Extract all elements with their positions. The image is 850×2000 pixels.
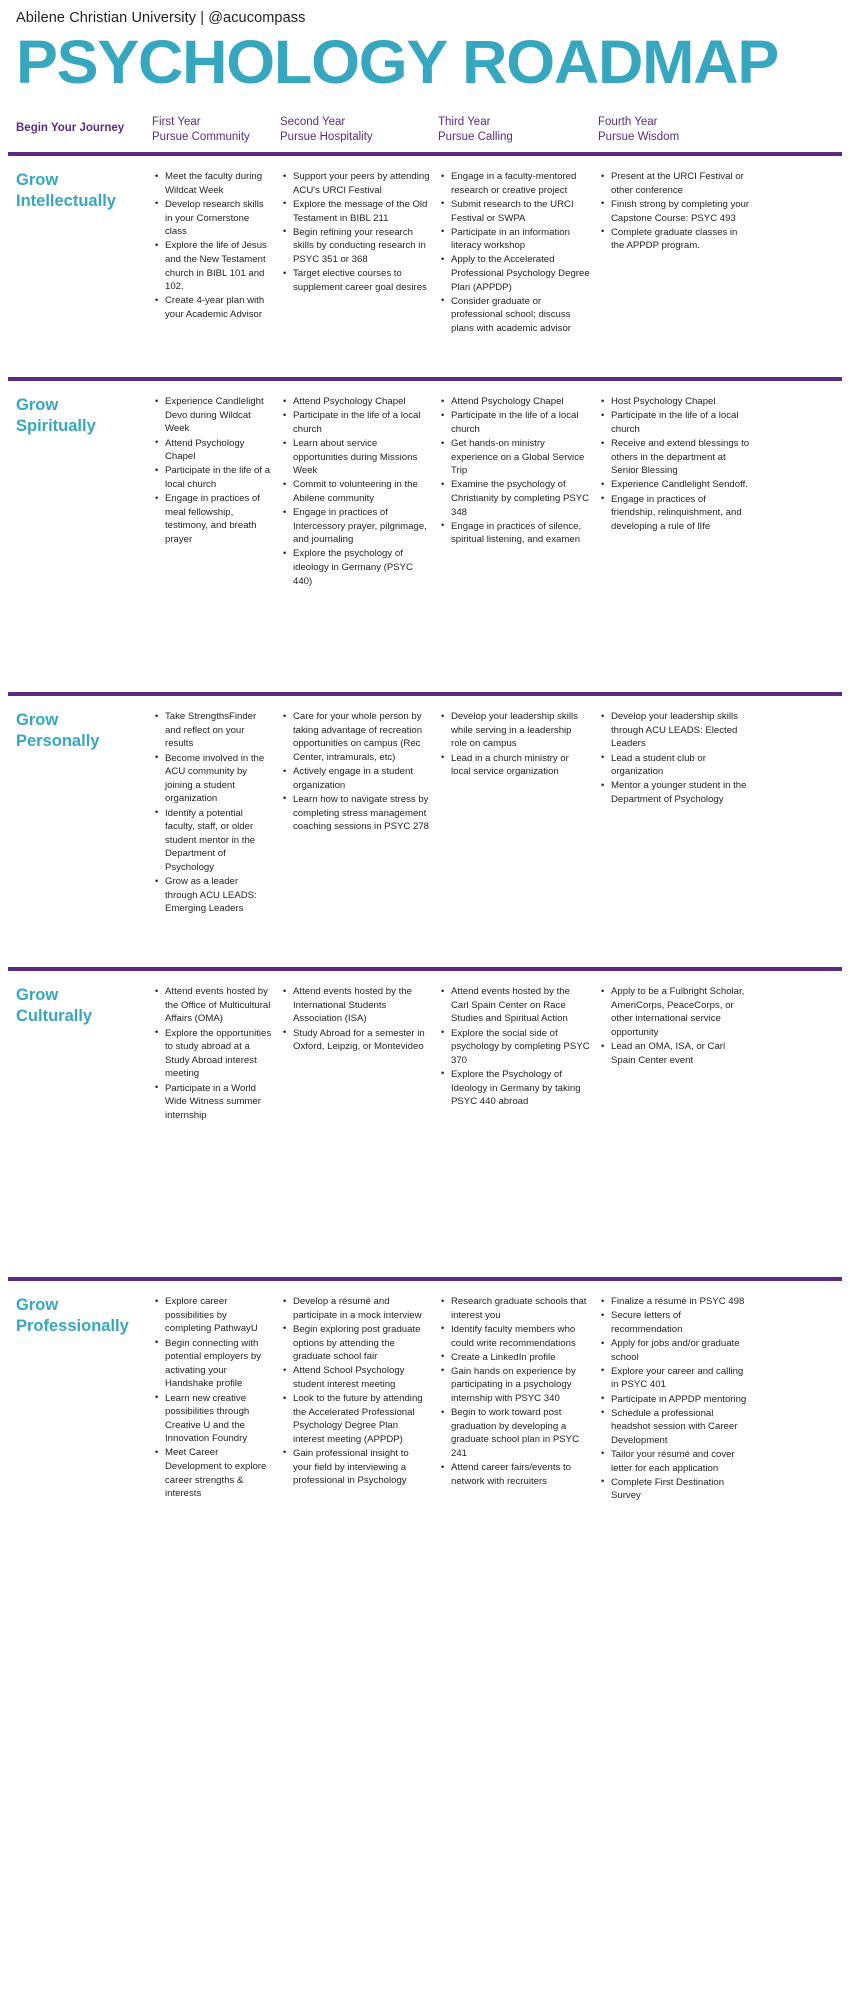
bullet-item: • Take StrengthsFinder and reflect on your results	[165, 710, 272, 751]
bullet-item: • Engage in practices of friendship, relinquishment, and developing a rule of lIfe	[611, 493, 750, 534]
bullet-item: • Begin to work toward post graduation by developing a graduate school plan in PSYC 241	[451, 1406, 590, 1460]
bullet-item: • Gain hands on experience by participating in a psychology internship with PSYC 340	[451, 1365, 590, 1406]
bullet-item: • Complete graduate classes in the APPDP program.	[611, 226, 750, 253]
bullet-item: • Participate in a World Wide Witness summer internship	[165, 1082, 272, 1123]
bullet-item: • Present at the URCI Festival or other conference	[611, 170, 750, 197]
bullet-item: • Mentor a younger student in the Department of Psychology	[611, 779, 750, 806]
bullet-item: • Attend events hosted by the International Students Association (ISA)	[293, 985, 430, 1026]
roadmap-row	[0, 971, 850, 1270]
cell-spiritually-fourth	[598, 395, 758, 534]
cell-professionally-first	[152, 1295, 280, 1501]
bullet-item: • Begin exploring post graduate options by attending the graduate school fair	[293, 1323, 430, 1364]
cell-spiritually-third	[438, 395, 598, 547]
roadmap-row	[0, 696, 850, 960]
row-label-intellectually	[16, 170, 152, 212]
cell-intellectually-second	[280, 170, 438, 294]
bullet-item: • Study Abroad for a semester in Oxford, Leipzig, or Montevideo	[293, 1027, 430, 1054]
row-label-line1: Grow	[16, 1296, 59, 1315]
bullet-item: • Explore the psychology of ideology in Germany (PSYC 440)	[293, 547, 430, 588]
bullet-item: • Target elective courses to supplement career goal desires	[293, 267, 430, 294]
bullet-item: • Explore the message of the Old Testament in BIBL 211	[293, 198, 430, 225]
bullet-item: • Explore the life of Jesus and the New Testament church in BIBL 101 and 102.	[165, 239, 272, 293]
bullet-item: • Attend School Psychology student interest meeting	[293, 1364, 430, 1391]
cell-culturally-third	[438, 985, 598, 1109]
bullet-item: • Consider graduate or professional school; discuss plans with academic advisor	[451, 295, 590, 336]
bullet-list	[280, 395, 430, 588]
bullet-item: • Apply to the Accelerated Professional Psychology Degree Plan (APPDP)	[451, 253, 590, 294]
cell-intellectually-first	[152, 170, 280, 322]
bullet-item: • Participate in the life of a local church	[293, 409, 430, 436]
cell-culturally-first	[152, 985, 280, 1123]
bullet-item: • Explore your career and calling in PSYC 401	[611, 1365, 750, 1392]
bullet-item: • Gain professional insight to your field by interviewing a professional in Psychology	[293, 1447, 430, 1488]
bullet-list	[598, 170, 750, 253]
first-year-sublabel: Pursue Community	[152, 131, 250, 144]
third-year-sublabel: Pursue Calling	[438, 131, 513, 144]
page-title: PSYCHOLOGY ROADMAP	[16, 28, 779, 97]
bullet-item: • Support your peers by attending ACU's URCI Festival	[293, 170, 430, 197]
bullet-item: • Develop a résumé and participate in a mock interview	[293, 1295, 430, 1322]
bullet-item: • Develop your leadership skills while serving in a leadership role on campus	[451, 710, 590, 751]
bullet-item: • Engage in practices of silence, spiritual listening, and examen	[451, 520, 590, 547]
bullet-item: • Look to the future by attending the Accelerated Professional Psychology Degree Plan interest meeting (APPDP)	[293, 1392, 430, 1446]
bullet-item: • Begin refining your research skills by conducting research in PSYC 351 or 368	[293, 226, 430, 267]
bullet-item: • Participate in the life of a local church	[451, 409, 590, 436]
bullet-list	[280, 1295, 430, 1488]
bullet-item: • Attend events hosted by the Carl Spain Center on Race Studies and Spiritual Action	[451, 985, 590, 1026]
bullet-item: • Commit to volunteering in the Abilene community	[293, 478, 430, 505]
roadmap-row	[0, 1281, 850, 1570]
row-label-line1: Grow	[16, 171, 59, 190]
bullet-item: • Attend Psychology Chapel	[293, 395, 430, 409]
cell-culturally-second	[280, 985, 438, 1054]
bullet-list	[280, 985, 430, 1054]
bullet-item: • Complete First Destination Survey	[611, 1476, 750, 1503]
bullet-list	[598, 395, 750, 533]
fourth-year-label: Fourth Year	[598, 115, 658, 128]
row-label-spiritually	[16, 395, 152, 437]
bullet-item: • Begin connecting with potential employers by activating your Handshake profile	[165, 1337, 272, 1391]
bullet-item: • Create a LinkedIn profile	[451, 1351, 590, 1365]
row-label-personally	[16, 710, 152, 752]
bullet-list	[438, 985, 590, 1108]
cell-spiritually-second	[280, 395, 438, 589]
row-label-line2: Culturally	[16, 1007, 93, 1026]
bullet-item: • Attend events hosted by the Office of Multicultural Affairs (OMA)	[165, 985, 272, 1026]
bullet-list	[598, 1295, 750, 1503]
bullet-item: • Explore the social side of psychology by completing PSYC 370	[451, 1027, 590, 1068]
begin-your-journey-label: Begin Your Journey	[16, 121, 125, 134]
bullet-item: • Explore career possibilities by completing PathwayU	[165, 1295, 272, 1336]
bullet-item: • Learn how to navigate stress by completing stress management coaching sessions in PSYC 278	[293, 793, 430, 834]
bullet-item: • Participate in the life of a local church	[165, 464, 272, 491]
bullet-list	[152, 985, 272, 1122]
bullet-item: • Apply to be a Fulbright Scholar, AmeriCorps, PeaceCorps, or other international service opportunity	[611, 985, 750, 1039]
bullet-item: • Participate in an information literacy workshop	[451, 226, 590, 253]
column-header-third-year	[438, 115, 598, 145]
bullet-item: • Finish strong by completing your Capstone Course: PSYC 493	[611, 198, 750, 225]
roadmap-rows	[0, 156, 850, 1570]
cell-intellectually-third	[438, 170, 598, 336]
bullet-item: • Engage in practices of meal fellowship, testimony, and breath prayer	[165, 492, 272, 546]
bullet-item: • Secure letters of recommendation	[611, 1309, 750, 1336]
bullet-item: • Participate in the life of a local church	[611, 409, 750, 436]
row-label-culturally	[16, 985, 152, 1027]
cell-spiritually-first	[152, 395, 280, 547]
bullet-item: • Receive and extend blessings to others in the department at Senior Blessing	[611, 437, 750, 478]
cell-personally-second	[280, 710, 438, 834]
bullet-list	[280, 170, 430, 294]
cell-personally-third	[438, 710, 598, 779]
bullet-item: • Create 4-year plan with your Academic Advisor	[165, 294, 272, 321]
column-header-fourth-year	[598, 115, 758, 145]
bullet-item: • Engage in a faculty-mentored research or creative project	[451, 170, 590, 197]
third-year-label: Third Year	[438, 115, 491, 128]
bullet-item: • Experience Candlelight Sendoff.	[611, 478, 750, 492]
bullet-item: • Explore the opportunities to study abroad at a Study Abroad interest meeting	[165, 1027, 272, 1081]
bullet-item: • Grow as a leader through ACU LEADS: Emerging Leaders	[165, 875, 272, 916]
cell-professionally-fourth	[598, 1295, 758, 1503]
bullet-list	[152, 395, 272, 546]
row-label-line1: Grow	[16, 986, 59, 1005]
roadmap-row	[0, 381, 850, 685]
bullet-list	[152, 170, 272, 321]
bullet-item: • Attend Psychology Chapel	[451, 395, 590, 409]
bullet-list	[280, 710, 430, 833]
masthead	[0, 0, 850, 97]
cell-intellectually-fourth	[598, 170, 758, 253]
row-label-line2: Professionally	[16, 1317, 129, 1336]
bullet-item: • Lead in a church ministry or local service organization	[451, 752, 590, 779]
bullet-item: • Lead a student club or organization	[611, 752, 750, 779]
bullet-item: • Explore the Psychology of Ideology in Germany by taking PSYC 440 abroad	[451, 1068, 590, 1109]
row-label-line2: Personally	[16, 732, 100, 751]
bullet-item: • Develop your leadership skills through ACU LEADS: Elected Leaders	[611, 710, 750, 751]
bullet-item: • Attend Psychology Chapel	[165, 437, 272, 464]
bullet-item: • Get hands-on ministry experience on a Global Service Trip	[451, 437, 590, 478]
bullet-item: • Finalize a résumé in PSYC 498	[611, 1295, 750, 1309]
row-label-line2: Intellectually	[16, 192, 116, 211]
column-header-first-year	[152, 115, 280, 145]
bullet-item: • Apply for jobs and/or graduate school	[611, 1337, 750, 1364]
bullet-item: • Identify faculty members who could write recommendations	[451, 1323, 590, 1350]
cell-culturally-fourth	[598, 985, 758, 1068]
bullet-list	[438, 710, 590, 779]
bullet-item: • Participate in APPDP mentoring	[611, 1393, 750, 1407]
bullet-item: • Lead an OMA, ISA, or Carl Spain Center event	[611, 1040, 750, 1067]
bullet-list	[152, 710, 272, 916]
organization-line: Abilene Christian University | @acucompass	[16, 10, 306, 26]
bullet-list	[152, 1295, 272, 1501]
bullet-item: • Attend career fairs/events to network with recruiters	[451, 1461, 590, 1488]
bullet-item: • Learn new creative possibilities through Creative U and the Innovation Foundry	[165, 1392, 272, 1446]
row-label-line1: Grow	[16, 396, 59, 415]
column-header-begin	[16, 115, 152, 136]
column-header-second-year	[280, 115, 438, 145]
bullet-item: • Schedule a professional headshot session with Career Development	[611, 1407, 750, 1448]
bullet-item: • Identify a potential faculty, staff, or older student mentor in the Department of Psychology	[165, 807, 272, 875]
bullet-item: • Actively engage in a student organization	[293, 765, 430, 792]
row-label-line2: Spiritually	[16, 417, 96, 436]
bullet-item: • Experience Candlelight Devo during Wildcat Week	[165, 395, 272, 436]
row-label-professionally	[16, 1295, 152, 1337]
second-year-sublabel: Pursue Hospitality	[280, 131, 373, 144]
bullet-item: • Examine the psychology of Christianity by completing PSYC 348	[451, 478, 590, 519]
second-year-label: Second Year	[280, 115, 346, 128]
bullet-item: • Submit research to the URCI Festival or SWPA	[451, 198, 590, 225]
bullet-item: • Care for your whole person by taking advantage of recreation opportunities on campus (Rec Center, intramurals, etc)	[293, 710, 430, 764]
first-year-label: First Year	[152, 115, 201, 128]
bullet-item: • Meet the faculty during Wildcat Week	[165, 170, 272, 197]
bullet-list	[598, 710, 750, 806]
bullet-list	[598, 985, 750, 1067]
cell-professionally-third	[438, 1295, 598, 1489]
bullet-item: • Host Psychology Chapel	[611, 395, 750, 409]
fourth-year-sublabel: Pursue Wisdom	[598, 131, 680, 144]
bullet-item: • Meet Career Development to explore career strengths & interests	[165, 1446, 272, 1500]
roadmap-row	[0, 156, 850, 370]
bullet-item: • Engage in practices of Intercessory prayer, pilgrimage, and journaling	[293, 506, 430, 547]
bullet-list	[438, 395, 590, 547]
bullet-list	[438, 170, 590, 335]
bullet-item: • Tailor your résumé and cover letter for each application	[611, 1448, 750, 1475]
bullet-item: • Develop research skills in your Cornerstone class	[165, 198, 272, 239]
cell-personally-first	[152, 710, 280, 916]
bullet-item: • Become involved in the ACU community by joining a student organization	[165, 752, 272, 806]
cell-personally-fourth	[598, 710, 758, 807]
bullet-item: • Research graduate schools that interest you	[451, 1295, 590, 1322]
cell-professionally-second	[280, 1295, 438, 1488]
bullet-item: • Learn about service opportunities during Missions Week	[293, 437, 430, 478]
column-header-row	[0, 115, 850, 145]
row-label-line1: Grow	[16, 711, 59, 730]
bullet-list	[438, 1295, 590, 1488]
